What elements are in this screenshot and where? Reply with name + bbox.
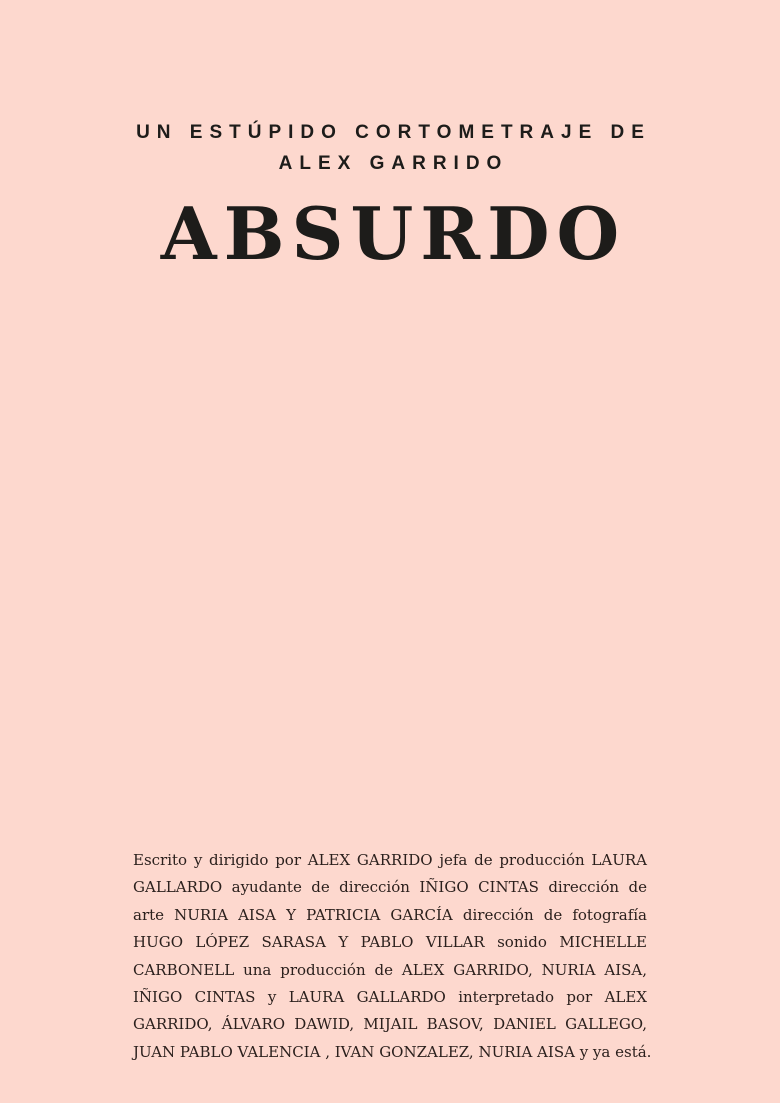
- credits-line: CARBONELL una producción de ALEX GARRIDO, NURIA AISA,: [133, 960, 647, 979]
- credits-line: GARRIDO, ÁLVARO DAWID, MIJAIL BASOV, DANIEL GALLEGO,: [133, 1015, 647, 1034]
- credits-line: arte NURIA AISA Y PATRICIA GARCÍA dirección de fotografía: [133, 905, 647, 924]
- credits-line: GALLARDO ayudante de dirección IÑIGO CINTAS dirección de: [133, 878, 647, 897]
- credits-line: JUAN PABLO VALENCIA , IVAN GONZALEZ, NURIA AISA y ya está.: [133, 1042, 652, 1061]
- credits-line: Escrito y dirigido por ALEX GARRIDO jefa de producción LAURA: [133, 851, 647, 869]
- kicker-line-2: ALEX GARRIDO: [278, 153, 509, 174]
- credits-line: HUGO LÓPEZ SARASA Y PABLO VILLAR sonido MICHELLE: [133, 933, 647, 952]
- credits-block: [133, 847, 652, 1066]
- film-title: ABSURDO: [160, 191, 627, 276]
- kicker: [0, 117, 780, 179]
- credits-line: IÑIGO CINTAS y LAURA GALLARDO interpretado por ALEX: [133, 988, 647, 1007]
- kicker-line-1: UN ESTÚPIDO CORTOMETRAJE DE: [136, 122, 651, 143]
